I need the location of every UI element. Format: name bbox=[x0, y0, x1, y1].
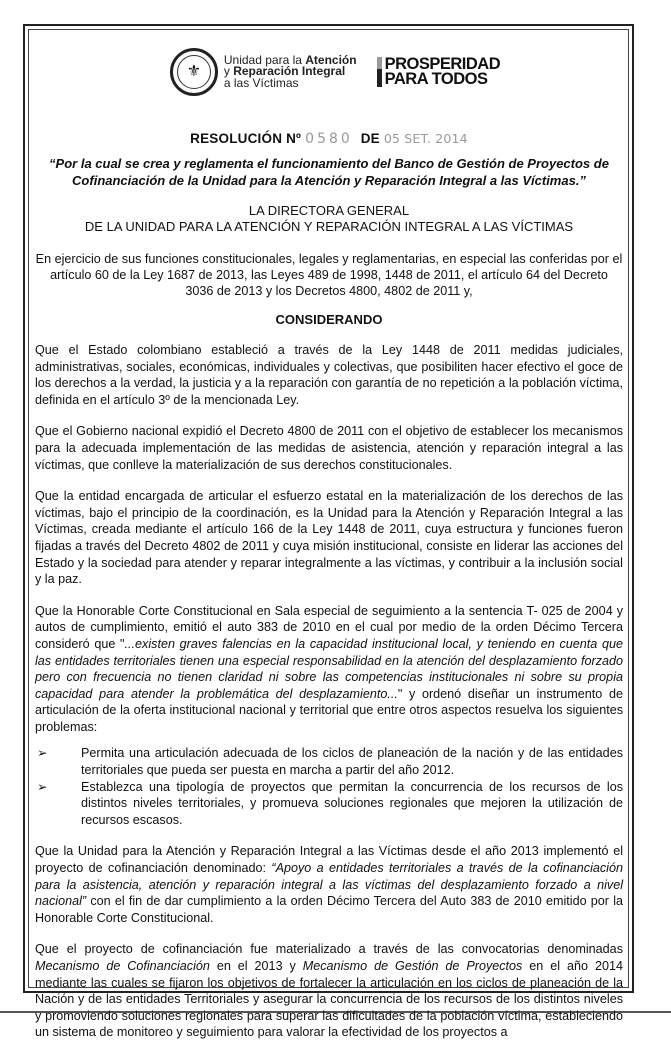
considerando-paragraph-1: Que el Estado colombiano estableció a través de la Ley 1448 de 2011 medidas judiciales, administrativas, sociales, económicas, individuales y colectivas, que posibiliten hacer efectivo el goce de los derechos a la verdad, la justicia y a la reparación con garantía de no repetición a la población víctima, definida en el artículo 3º de la mencionada Ley. bbox=[35, 343, 623, 407]
p6-text-a: Que el proyecto de cofinanciación fue materializado a través de las convocatorias denominadas bbox=[35, 942, 623, 957]
arrow-bullet-icon: ➢ bbox=[37, 779, 48, 794]
preamble-text: En ejercicio de sus funciones constitucionales, legales y reglamentarias, en especial las conferidas por el artículo 60 de la Ley 1687 de 2013, las Leyes 489 de 1998, 1448 de 2011, el artículo 64 del Decreto 3036 de 2013 y los Decretos 4800, 4802 de 2011 y, bbox=[35, 252, 623, 298]
arrow-bullet-icon: ➢ bbox=[37, 746, 48, 761]
issuer-line-2: DE LA UNIDAD PARA LA ATENCIÓN Y REPARACIÓN INTEGRAL A LAS VÍCTIMAS bbox=[84, 219, 574, 234]
p6-mechanism-2: Mecanismo de Gestión de Proyectos bbox=[302, 959, 523, 973]
prosperidad-line-1: PROSPERIDAD bbox=[384, 55, 501, 73]
list-item bbox=[35, 745, 623, 778]
considerando-paragraph-2: Que el Gobierno nacional expidió el Decreto 4800 de 2011 con el objetivo de establecer los mecanismos para la adecuada implementación de las medidas de asistencia, atención y reparación integral a las víctimas, que conlleve la materialización de sus derechos constitucionales. bbox=[35, 424, 623, 472]
resolution-de-label: DE bbox=[360, 131, 380, 146]
colombia-coat-of-arms-icon: ⚜ bbox=[170, 48, 218, 96]
problems-list bbox=[35, 745, 623, 828]
considerando-paragraph-3: Que la entidad encargada de articular el esfuerzo estatal en la materialización de los derechos de las víctimas, bajo el principio de la coordinación, es la Unidad para la Atención y Reparación Integral a las Víctimas, creada mediante el artículo 166 de la Ley 1448 de 2011, cuya estructura y funciones fueron fijadas a través del Decreto 4802 de 2011 y cuya misión institucional, consiste en liderar las acciones del Estado y la sociedad para atender y reparar integralmente a las víctimas, y contribuir a la inclusión social y la paz. bbox=[35, 489, 623, 587]
resolution-title bbox=[35, 131, 623, 147]
document-page bbox=[35, 36, 623, 1041]
considerando-heading: CONSIDERANDO bbox=[275, 312, 383, 327]
p4-text-b: " y ordenó diseñar un instrumento de articulación de la oferta institucional nacional y territorial que entre otros aspectos resuelva los siguientes problemas: bbox=[35, 686, 623, 734]
p6-mechanism-1: Mecanismo de Cofinanciación bbox=[35, 959, 210, 973]
unit-line-2: y bbox=[223, 64, 234, 79]
resolution-subtitle: “Por la cual se crea y reglamenta el funcionamiento del Banco de Gestión de Proyectos de Cofinanciación de la Unidad para la Atención y Reparación Integral a las Víctimas.” bbox=[49, 156, 609, 188]
prosperidad-logo bbox=[377, 57, 501, 87]
p5-text-a: Que la Unidad para la Atención y Reparación Integral a las Víctimas desde el año 2013 implementó el proyecto de cofinanciación denominado: bbox=[35, 844, 623, 876]
unit-logo-text bbox=[223, 52, 357, 90]
p5-text-b: con el fin de dar cumplimiento a la orden Décimo Tercera del Auto 383 de 2010 emitido por la Honorable Corte Constitucional. bbox=[35, 894, 623, 925]
p5-project-name: “Apoyo a entidades territoriales a través de la cofinanciación para la asistencia, atención y reparación integral a las víctimas del desplazamiento forzado a nivel nacional” bbox=[35, 861, 623, 909]
unit-line-1-bold: Atención bbox=[305, 52, 357, 67]
prosperidad-line-2: PARA TODOS bbox=[384, 70, 488, 88]
list-item-text: Establezca una tipología de proyectos que permitan la concurrencia de los recursos de los distintos niveles territoriales, y promueva soluciones regionales que mejoren la utilización de recursos escasos. bbox=[81, 779, 623, 827]
considerando-paragraph-6 bbox=[35, 941, 623, 1041]
p6-text-c: en el año 2014 mediante las cuales se fijaron los objetivos de fortalecer la articulación en los ciclos de planeación de la Nación y de las entidades Territoriales y asegurar la concurrencia de los recursos de los distintos niveles y promoviendo soluciones regionales para superar las dificultades de la población víctima, estableciendo un sistema de monitoreo y seguimiento para valorar la efectividad de los proyectos a bbox=[35, 959, 623, 1040]
resolution-date-stamp: 05 SET. 2014 bbox=[383, 131, 468, 146]
issuer-heading bbox=[35, 203, 623, 235]
considerando-paragraph-4 bbox=[35, 603, 623, 736]
flag-bar-icon bbox=[377, 57, 382, 87]
unit-line-2-bold: Reparación Integral bbox=[233, 64, 346, 79]
list-item-text: Permita una articulación adecuada de los ciclos de planeación de la nación y de las entidades territoriales que pueda ser puesta en marcha a partir del año 2012. bbox=[81, 746, 623, 778]
resolution-label: RESOLUCIÓN Nº bbox=[190, 131, 302, 146]
p4-text-a: Que la Honorable Corte Constitucional en Sala especial de seguimiento a la sentencia T- 025 de 2004 y autos de cumplimiento, emitió el auto 383 de 2010 en el cual por medio de la orden Décimo Tercera consideró que " bbox=[35, 603, 623, 651]
p4-quote: ...existen graves falencias en la capacidad institucional local, y teniendo en cuenta que las entidades territoriales tienen una especial responsabilidad en la atención del desplazamiento forzado pero con frecuencia no tienen claridad ni sobre las competencias institucionales ni sobre su propia capacidad para atender la problemática del desplazamiento... bbox=[35, 636, 623, 701]
p6-text-b: en el 2013 y bbox=[209, 959, 303, 973]
unit-line-3: a las Víctimas bbox=[223, 75, 299, 90]
resolution-number-stamp: 0580 bbox=[305, 131, 353, 147]
letterhead bbox=[47, 36, 623, 108]
considerando-paragraph-5 bbox=[35, 843, 623, 926]
issuer-line-1: LA DIRECTORA GENERAL bbox=[248, 203, 410, 218]
unit-line-1: Unidad para la bbox=[223, 52, 306, 67]
list-item bbox=[35, 779, 623, 829]
